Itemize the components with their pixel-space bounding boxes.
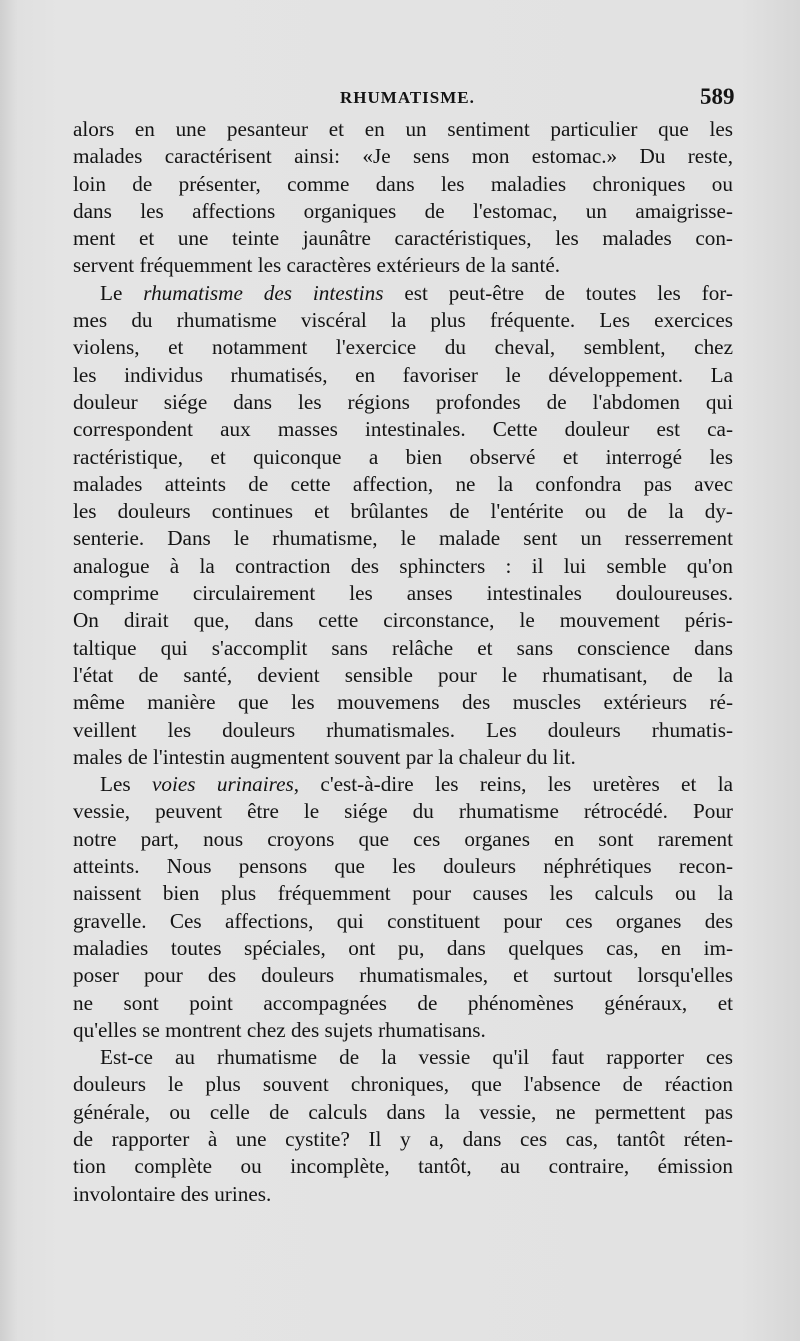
text-line: servent fréquemment les caractères extérieurs de la santé. (73, 253, 561, 278)
text-line: notre part, nous croyons que ces organes en sont rarement (73, 826, 733, 851)
text-line: malades caractérisent ainsi: «Je sens mon estomac.» Du reste, (73, 144, 733, 169)
text-line: vessie, peuvent être le siége du rhumatisme rétrocédé. Pour (73, 799, 733, 824)
text-line: de rapporter à une cystite? Il y a, dans ces cas, tantôt réten- (73, 1126, 733, 1151)
text-line: l'état de santé, devient sensible pour le rhumatisant, de la (73, 662, 733, 687)
text-line: taltique qui s'accomplit sans relâche et sans conscience dans (73, 635, 733, 660)
text-line: ne sont point accompagnées de phénomènes généraux, et (73, 990, 733, 1015)
text-line (73, 771, 733, 798)
text-line: malades atteints de cette affection, ne la confondra pas avec (73, 471, 733, 496)
italic-term: rhumatisme des intestins (143, 280, 384, 305)
text-line: poser pour des douleurs rhumatismales, et surtout lorsqu'elles (73, 963, 733, 988)
text-line: atteints. Nous pensons que les douleurs néphrétiques recon- (73, 854, 733, 879)
italic-term: voies urinaires (151, 772, 294, 797)
text-line: mes du rhumatisme viscéral la plus fréquente. Les exercices (73, 308, 733, 333)
text-line: tion complète ou incomplète, tantôt, au contraire, émission (73, 1154, 733, 1179)
text-line: correspondent aux masses intestinales. Cette douleur est ca- (73, 417, 733, 442)
text-line: les individus rhumatisés, en favoriser le développement. La (73, 362, 733, 387)
text-line: violens, et notamment l'exercice du cheval, semblent, chez (73, 335, 733, 360)
text-line: alors en une pesanteur et en un sentiment particulier que les (73, 117, 733, 141)
text-line (73, 280, 733, 307)
text-line: générale, ou celle de calculs dans la vessie, ne permettent pas (73, 1099, 733, 1124)
text-line: analogue à la contraction des sphincters : il lui semble qu'on (73, 553, 733, 578)
text-line: ractéristique, et quiconque a bien observé et interrogé les (73, 444, 733, 469)
text-line: maladies toutes spéciales, ont pu, dans quelques cas, en im- (73, 935, 733, 960)
text-line: loin de présenter, comme dans les maladies chroniques ou (73, 171, 733, 196)
text-line-post: est peut-être de toutes les for- (383, 280, 733, 305)
text-line: qu'elles se montrent chez des sujets rhumatisans. (73, 1017, 486, 1042)
text-line: On dirait que, dans cette circonstance, le mouvement péris- (73, 608, 733, 633)
text-line: douleurs le plus souvent chroniques, que l'absence de réaction (73, 1072, 733, 1097)
page-number: 589 (700, 84, 735, 109)
text-line: involontaire des urines. (73, 1181, 272, 1206)
text-line-pre: Les (100, 772, 152, 797)
text-line: senterie. Dans le rhumatisme, le malade sent un resserrement (73, 526, 733, 551)
text-line: dans les affections organiques de l'estomac, un amaigrisse- (73, 198, 733, 223)
page-header (0, 84, 800, 114)
running-title: RHUMATISME. (340, 88, 475, 107)
text-line-post: , c'est-à-dire les reins, les uretères et la (293, 772, 733, 797)
text-line: Est-ce au rhumatisme de la vessie qu'il faut rapporter ces (100, 1045, 733, 1070)
text-line: naissent bien plus fréquemment pour causes les calculs ou la (73, 881, 733, 906)
text-line-pre: Le (100, 280, 144, 305)
text-line: douleur siége dans les régions profondes de l'abdomen qui (73, 389, 733, 414)
body-text (73, 116, 733, 1208)
text-line: ment et une teinte jaunâtre caractéristiques, les malades con- (73, 226, 733, 251)
text-line: gravelle. Ces affections, qui constituent pour ces organes des (73, 908, 733, 933)
text-line: les douleurs continues et brûlantes de l'entérite ou de la dy- (73, 499, 733, 524)
text-line: même manière que les mouvemens des muscles extérieurs ré- (73, 690, 733, 715)
text-line: veillent les douleurs rhumatismales. Les douleurs rhumatis- (73, 717, 733, 742)
text-line: males de l'intestin augmentent souvent par la chaleur du lit. (73, 744, 576, 769)
text-line: comprime circulairement les anses intestinales douloureuses. (73, 581, 733, 606)
